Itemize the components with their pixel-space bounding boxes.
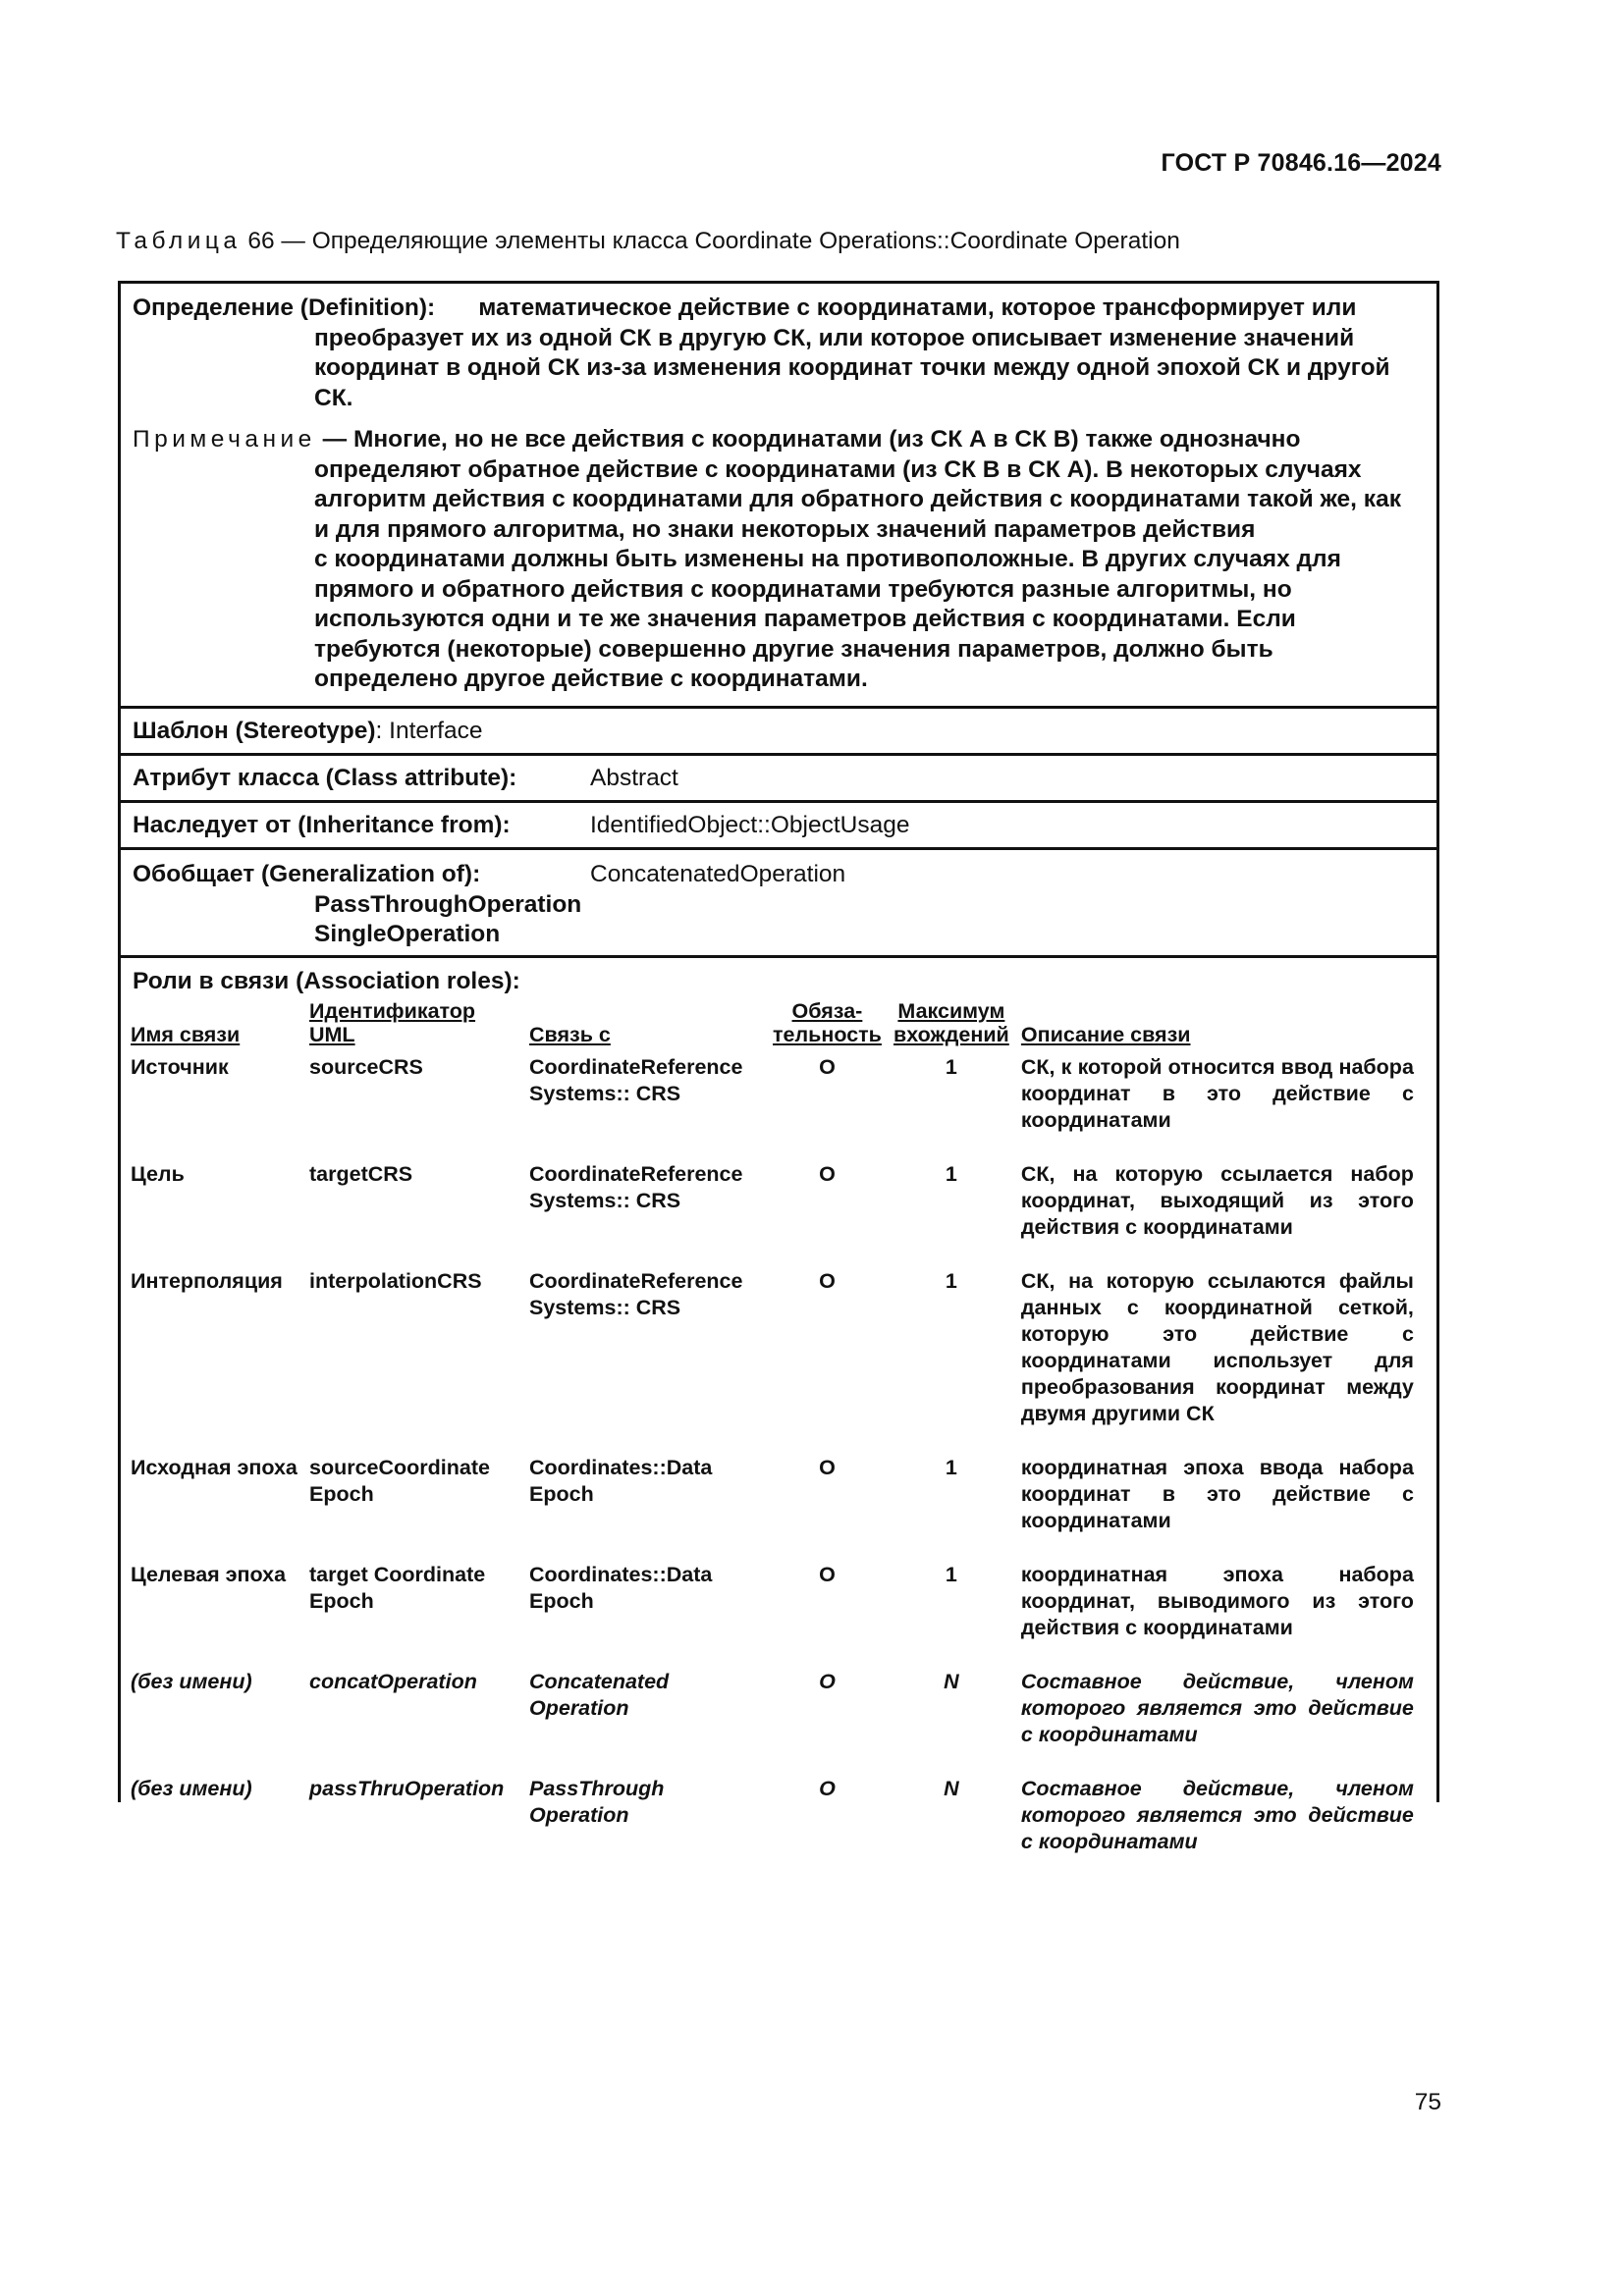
stereotype-label: Шаблон (Stereotype) [133,717,376,744]
cell-max: N [944,1777,959,1800]
cell-uml: passThruOperation [309,1777,505,1800]
cell-uml: targetCRS [309,1162,413,1186]
cell-max: 1 [945,1563,957,1586]
header-link: Связь с [529,1023,611,1046]
table-row [131,1161,1418,1268]
note-line: используются одни и те же значения параметров действия с координатами. Если [314,606,1296,632]
note-first-line: Многие, но не все действия с координатами (из СК А в СК В) также однозначно [352,426,1301,453]
cell-name: (без имени) [131,1777,252,1800]
table-row [131,1455,1418,1562]
cell-max: 1 [945,1456,957,1479]
cell-uml: interpolationCRS [309,1269,482,1293]
page-number: 75 [1414,2089,1441,2115]
stereotype-value: : Interface [375,717,483,744]
roles-table [131,999,1418,1883]
cell-max: 1 [945,1055,957,1079]
note-dash: — [315,426,353,453]
header-obligation: Обяза- тельность [773,999,882,1046]
note-line: требуются (некоторые) совершенно другие значения параметров, должно быть [314,635,1273,663]
cell-description: Составное действие, членом которого является это действие с координатами [1020,1777,1414,1853]
standard-code: ГОСТ Р 70846.16—2024 [1161,149,1441,177]
cell-link: Concatenated Operation [529,1670,670,1720]
cell-link: PassThrough Operation [529,1777,665,1827]
roles-section [121,958,1436,1883]
note-label: Примечание [133,426,316,453]
cell-obligation: O [819,1670,836,1693]
cell-name: (без имени) [131,1670,252,1693]
cell-uml: sourceCRS [309,1055,423,1079]
cell-description: СК, на которую ссылается набор координат, выходящий из этого действия с координатами [1020,1162,1414,1239]
cell-max: 1 [945,1162,957,1186]
note-line: алгоритм действия с координатами для обратного действия с координатами такой же, как [314,486,1401,512]
generalization-item: PassThroughOperation [314,890,582,918]
roles-header-row [131,999,1418,1054]
definition-label: Определение (Definition): [133,294,436,321]
class-attribute-section [121,756,1436,803]
cell-obligation: O [819,1777,836,1800]
header-max-occurrences: Максимум вхождений [893,999,1009,1046]
note-line: с координатами должны быть изменены на противоположные. В других случаях для [314,546,1341,572]
definition-line: СК. [314,384,353,411]
header-description: Описание связи [1020,1023,1191,1046]
definition-section [121,284,1436,709]
cell-description: СК, к которой относится ввод набора координат в это действие с координатами [1020,1055,1414,1132]
cell-uml: sourceCoordinate Epoch [309,1456,490,1506]
cell-obligation: O [819,1456,836,1479]
generalization-item: SingleOperation [314,921,501,947]
table-row [131,1054,1418,1161]
header-name: Имя связи [131,1023,241,1046]
cell-description: координатная эпоха ввода набора координат в это действие с координатами [1020,1456,1414,1532]
cell-link: Coordinates::Data Epoch [529,1563,713,1613]
cell-name: Исходная эпоха [131,1456,298,1479]
definition-block [133,294,1425,413]
note-line: определяют обратное действие с координатами (из СК В в СК А). В некоторых случаях [314,455,1362,483]
inheritance-label: Наследует от (Inheritance from): [133,811,511,838]
cell-link: CoordinateReference Systems:: CRS [529,1055,743,1105]
class-attribute-value: Abstract [590,764,678,791]
cell-max: N [944,1670,959,1693]
cell-link: CoordinateReference Systems:: CRS [529,1269,743,1319]
definition-line: координат в одной СК из-за изменения координат точки между одной эпохой СК и другой [314,354,1390,381]
table-caption [116,228,1180,255]
table-row [131,1669,1418,1776]
inheritance-value: IdentifiedObject::ObjectUsage [590,811,910,838]
cell-description: Составное действие, членом которого является это действие с координатами [1020,1670,1414,1746]
cell-obligation: O [819,1563,836,1586]
definition-first-line: математическое действие с координатами, которое трансформирует или [478,294,1357,321]
cell-obligation: O [819,1162,836,1186]
cell-link: CoordinateReference Systems:: CRS [529,1162,743,1212]
stereotype-section [121,709,1436,756]
table-row [131,1776,1418,1883]
cell-obligation: O [819,1055,836,1079]
cell-uml: target Coordinate Epoch [309,1563,486,1613]
class-attribute-label: Атрибут класса (Class attribute): [133,764,517,791]
table-row [131,1268,1418,1455]
cell-obligation: O [819,1269,836,1293]
generalization-label: Обобщает (Generalization of): [133,861,481,887]
header-uml: Идентификатор UML [309,999,476,1046]
note-block [133,425,1425,695]
inheritance-section [121,803,1436,850]
definition-line: преобразует их из одной СК в другую СК, или которое описывает изменение значений [314,324,1355,351]
note-line: определено другое действие с координатами. [314,666,868,692]
roles-title: Роли в связи (Association roles): [133,968,520,994]
cell-name: Источник [131,1055,229,1079]
cell-name: Целевая эпоха [131,1563,287,1586]
generalization-first: ConcatenatedOperation [590,861,846,887]
cell-uml: concatOperation [309,1670,477,1693]
note-line: и для прямого алгоритма, но знаки некоторых значений параметров действия [314,515,1256,543]
table-row [131,1562,1418,1669]
cell-name: Интерполяция [131,1269,283,1293]
generalization-section [121,850,1436,958]
table-caption-prefix: Таблица [116,228,242,254]
cell-link: Coordinates::Data Epoch [529,1456,713,1506]
cell-max: 1 [945,1269,957,1293]
table-frame [118,281,1439,1853]
table-caption-text: 66 — Определяющие элементы класса Coordinate Operations::Coordinate Operation [241,228,1180,254]
note-line: прямого и обратного действия с координатами требуются разные алгоритмы, но [314,575,1292,603]
cell-description: СК, на которую ссылаются файлы данных с координатной сеткой, которую это действие с координатами использует для преобразования координат между двумя другими СК [1020,1269,1414,1425]
cell-description: координатная эпоха набора координат, выводимого из этого действия с координатами [1020,1563,1414,1639]
cell-name: Цель [131,1162,185,1186]
